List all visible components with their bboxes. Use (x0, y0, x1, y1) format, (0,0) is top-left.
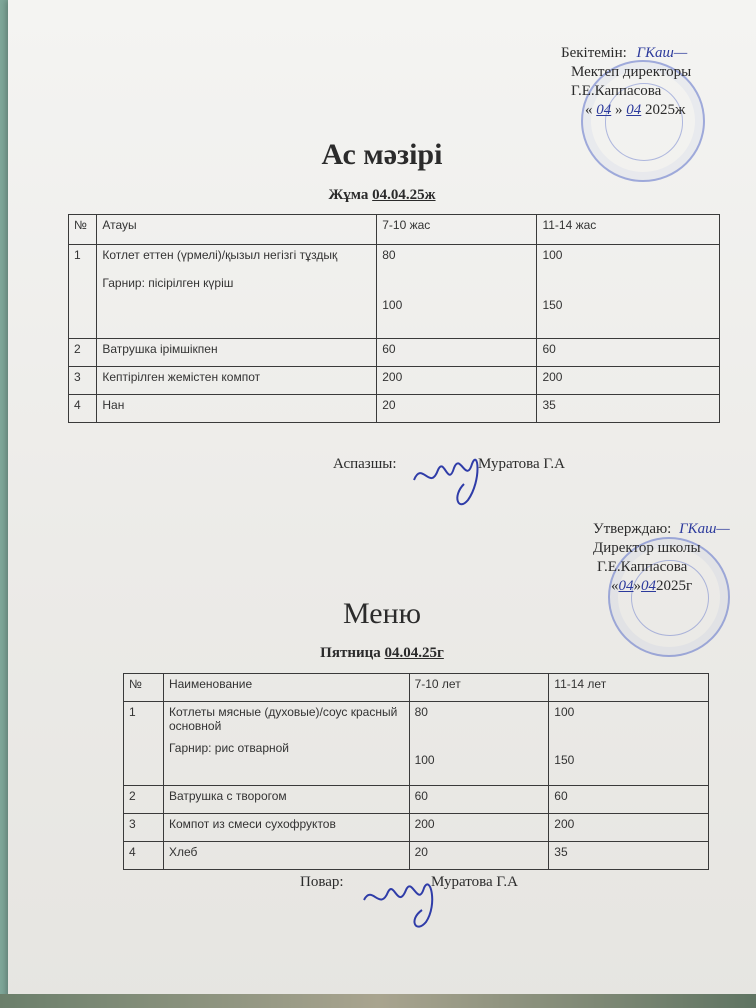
cook-label: Аспазшы: (333, 456, 397, 472)
page-title-ru: Меню (342, 597, 422, 630)
cook-signature (358, 870, 458, 940)
menu-table-kz (68, 214, 720, 423)
director-signature: ГКаш— (636, 45, 688, 61)
approval-label: Утверждаю: (593, 521, 672, 537)
table-row: 2 Ватрушка ірімшікпен 60 60 (69, 339, 720, 367)
header-age-7-10: 7-10 лет (409, 674, 549, 702)
director-name: Г.Е.Каппасова (571, 83, 662, 99)
date-line-kz: Жұма 04.04.25ж (328, 187, 436, 203)
table-row: 4 Хлеб 20 35 (124, 842, 709, 870)
table-row: 1 Котлеты мясные (духовые)/соус красный основной Гарнир: рис отварной 80 100 100 150 (124, 702, 709, 786)
header-number: № (124, 674, 164, 702)
menu-table-ru (123, 673, 709, 870)
header-number: № (69, 215, 97, 245)
director-signature: ГКаш— (679, 521, 730, 537)
header-age-7-10: 7-10 жас (377, 215, 537, 245)
header-name: Наименование (163, 674, 409, 702)
cook-signature (408, 440, 498, 520)
table-row: 3 Компот из смеси сухофруктов 200 200 (124, 814, 709, 842)
approval-block-ru (593, 520, 730, 596)
menu-sheet (8, 0, 756, 1008)
table-row: 4 Нан 20 35 (69, 395, 720, 423)
cook-name: Муратова Г.А (478, 456, 565, 472)
table-header (124, 674, 709, 702)
cook-label: Повар: (300, 874, 344, 890)
cook-name: Муратова Г.А (431, 874, 518, 890)
director-name: Г.Е.Каппасова (597, 559, 688, 575)
approval-date: « 04 » 04 2025ж (585, 102, 686, 118)
director-title: Директор школы (593, 540, 701, 556)
table-surface (0, 994, 756, 1008)
header-age-11-14: 11-14 жас (537, 215, 720, 245)
header-age-11-14: 11-14 лет (549, 674, 709, 702)
approval-label: Бекітемін: (561, 45, 627, 61)
approval-date: «04»042025г (611, 578, 693, 594)
table-header (69, 215, 720, 245)
header-name: Атауы (97, 215, 377, 245)
table-row: 3 Кептірілген жемістен компот 200 200 (69, 367, 720, 395)
table-row: 1 Котлет еттен (үрмелі)/қызыл негізгі тұздық Гарнир: пісірілген күріш 80 100 100 150 (69, 245, 720, 339)
page-title-kz: Ас мәзірі (321, 138, 443, 171)
director-title: Мектеп директоры (571, 64, 692, 80)
date-line-ru: Пятница 04.04.25г (320, 645, 444, 661)
table-row: 2 Ватрушка с творогом 60 60 (124, 786, 709, 814)
approval-block-kz (561, 44, 691, 120)
